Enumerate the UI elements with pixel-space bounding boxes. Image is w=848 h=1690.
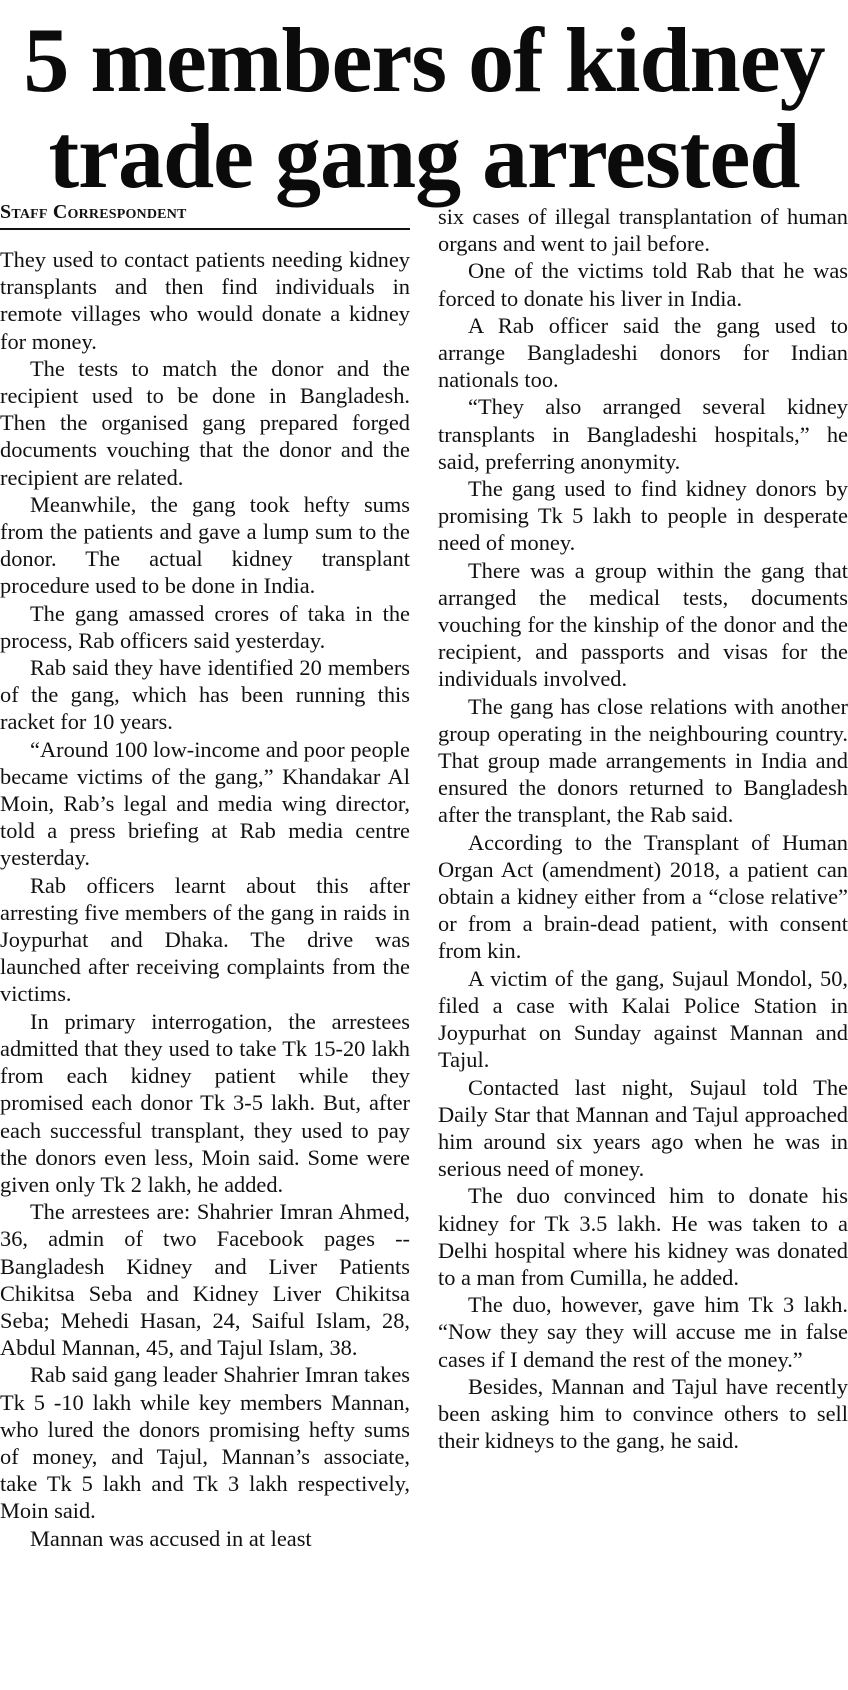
article-paragraph: A victim of the gang, Sujaul Mondol, 50, filed a case with Kalai Police Station in Joypurhat on Sunday against Mannan and Tajul. <box>438 965 848 1073</box>
article-paragraph: Rab said gang leader Shahrier Imran takes Tk 5 -10 lakh while key members Mannan, who lured the donors promising hefty sums of money, and Tajul, Mannan’s associate, take Tk 5 lakh and Tk 3 lakh respectively, Moin said. <box>0 1362 410 1524</box>
article-paragraph: Rab officers learnt about this after arresting five members of the gang in raids in Joypurhat and Dhaka. The drive was launched after receiving complaints from the victims. <box>0 872 410 1007</box>
article-paragraph: One of the victims told Rab that he was forced to donate his liver in India. <box>438 258 848 311</box>
article-paragraph: Contacted last night, Sujaul told The Daily Star that Mannan and Tajul approached him around six years ago when he was in serious need of money. <box>438 1074 848 1182</box>
article-paragraph: The duo convinced him to donate his kidney for Tk 3.5 lakh. He was taken to a Delhi hospital where his kidney was donated to a man from Cumilla, he added. <box>438 1183 848 1290</box>
article-right-column <box>438 203 848 1454</box>
article-paragraph: “Around 100 low-income and poor people became victims of the gang,” Khandakar Al Moin, Rab’s legal and media wing director, told a press briefing at Rab media centre yesterday. <box>0 736 410 871</box>
article-paragraph: There was a group within the gang that arranged the medical tests, documents vouching for the kinship of the donor and the recipient, and passports and visas for the individuals involved. <box>438 557 848 692</box>
article-paragraph: The duo, however, gave him Tk 3 lakh. “Now they say they will accuse me in false cases if I demand the rest of the money.” <box>438 1292 848 1372</box>
article-paragraph: The gang has close relations with another group operating in the neighbouring country. That group made arrangements in India and ensured the donors returned to Bangladesh after the transplant, the Rab said. <box>438 693 848 828</box>
article-paragraph: The arrestees are: Shahrier Imran Ahmed, 36, admin of two Facebook pages -- Bangladesh Kidney and Liver Patients Chikitsa Seba and Kidney Liver Chikitsa Seba; Mehedi Hasan, 24, Saiful Islam, 28, Abdul Mannan, 45, and Tajul Islam, 38. <box>0 1199 410 1361</box>
article-paragraph: The gang used to find kidney donors by promising Tk 5 lakh to people in desperate need of money. <box>438 476 848 556</box>
article-paragraph: In primary interrogation, the arrestees admitted that they used to take Tk 15-20 lakh from each kidney patient while they promised each donor Tk 3-5 lakh. But, after each successful transplant, they used to pay the donors even less, Moin said. Some were given only Tk 2 lakh, he added. <box>0 1008 410 1197</box>
article-headline: 5 members of kidney trade gang arrested <box>23 9 825 207</box>
article-paragraph: Rab said they have identified 20 members of the gang, which has been running this racket for 10 years. <box>0 655 410 735</box>
article-paragraph: “They also arranged several kidney transplants in Bangladeshi hospitals,” he said, preferring anonymity. <box>438 394 848 474</box>
article-paragraph: Mannan was accused in at least <box>30 1525 312 1551</box>
article-paragraph: They used to contact patients needing kidney transplants and then find individuals in remote villages who would donate a kidney for money. <box>0 247 410 354</box>
article-paragraph: The gang amassed crores of taka in the process, Rab officers said yesterday. <box>0 600 410 653</box>
article-left-column <box>0 246 410 1552</box>
article-paragraph: Meanwhile, the gang took hefty sums from the patients and gave a lump sum to the donor. The actual kidney transplant procedure used to be done in India. <box>0 491 410 599</box>
article-paragraph: A Rab officer said the gang used to arrange Bangladeshi donors for Indian nationals too. <box>438 312 848 393</box>
article-paragraph-continuation: six cases of illegal transplantation of human organs and went to jail before. <box>438 204 848 257</box>
article-paragraph: Besides, Mannan and Tajul have recently been asking him to convince others to sell their kidneys to the gang, he said. <box>438 1373 848 1454</box>
article-byline: Staff Correspondent <box>0 200 410 230</box>
article-paragraph: According to the Transplant of Human Organ Act (amendment) 2018, a patient can obtain a kidney either from a “close relative” or from a brain-dead patient, with consent from kin. <box>438 829 848 964</box>
article-paragraph: The tests to match the donor and the recipient used to be done in Bangladesh. Then the organised gang prepared forged documents vouching that the donor and the recipient are related. <box>0 355 410 490</box>
